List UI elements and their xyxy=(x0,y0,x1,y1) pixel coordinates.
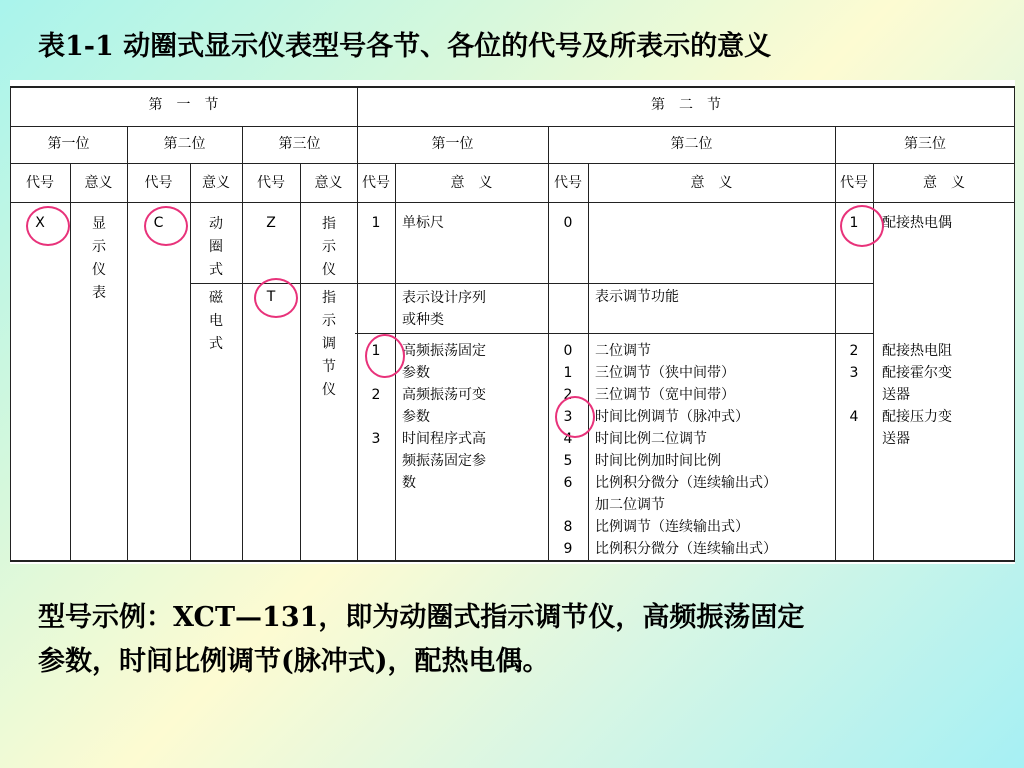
s1p1-meaning: 显示仪表 xyxy=(92,216,106,301)
s1-position2-header: 第二位 xyxy=(163,136,206,152)
s1p2-meaning-b: 磁电式 xyxy=(209,290,223,352)
s2p1-meanings: 高频振荡固定 参数 高频振荡可变 参数 时间程序式高 频振荡固定参 数 xyxy=(402,343,486,491)
s2p1-codes: 1 2 3 xyxy=(371,343,381,447)
s2p2-codes: 0 1 2 3 4 5 6 8 9 xyxy=(563,343,573,557)
code-header: 代号 xyxy=(362,175,390,191)
s1p1-code: X xyxy=(35,215,45,231)
code-header: 代号 xyxy=(554,175,582,191)
code-header: 代号 xyxy=(257,175,285,191)
s2-position3-header: 第三位 xyxy=(904,136,946,152)
table-rule xyxy=(10,202,1015,203)
s2p3-meanings: 配接热电阻 配接霍尔变 送器 配接压力变 送器 xyxy=(882,343,952,447)
s2p3-row1-code: 1 xyxy=(849,215,859,231)
table-rule xyxy=(355,333,873,334)
s1-position1-header: 第一位 xyxy=(47,136,90,152)
example-line-1: 型号示例：XCT—131，即为动圈式指示调节仪，高频振荡固定 xyxy=(38,602,805,633)
table-col-rule xyxy=(1014,86,1015,560)
table-col-rule xyxy=(300,163,301,560)
section1-header: 第 一 节 xyxy=(148,97,219,113)
s1p2-code: C xyxy=(153,215,164,231)
s1p3-code-a: Z xyxy=(266,215,276,231)
s2-position2-header: 第二位 xyxy=(670,136,713,152)
table-bottom-rule xyxy=(10,560,1015,562)
section2-header: 第 二 节 xyxy=(651,97,721,113)
s1-position3-header: 第三位 xyxy=(278,136,321,152)
meaning-header: 意 义 xyxy=(450,175,493,191)
annotation-circle-1b xyxy=(840,205,884,247)
code-header: 代号 xyxy=(840,175,868,191)
s1p3-meaning-a: 指示仪 xyxy=(322,216,336,278)
s2p2-row1-code: 0 xyxy=(563,215,573,231)
s1p3-meaning-b: 指示调节仪 xyxy=(322,290,336,398)
annotation-circle-x xyxy=(26,206,70,246)
meaning-header: 意义 xyxy=(202,175,230,191)
s2p3-codes: 2 3 4 xyxy=(849,343,859,425)
s2p1-row2-meaning: 表示设计序列 或种类 xyxy=(402,290,486,328)
table-col-rule xyxy=(357,86,358,560)
code-header: 代号 xyxy=(144,175,173,191)
s2p1-row1-meaning: 单标尺 xyxy=(402,215,444,231)
table-col-rule xyxy=(588,163,589,560)
s2p3-row1-meaning: 配接热电偶 xyxy=(882,215,952,231)
s2p2-row2-meaning: 表示调节功能 xyxy=(595,289,679,305)
model-example xyxy=(38,596,998,684)
table-col-rule xyxy=(190,163,191,560)
meaning-header: 意 义 xyxy=(690,175,733,191)
table-top-rule xyxy=(10,86,1015,88)
meaning-header: 意义 xyxy=(314,175,343,191)
slide-title: 表1-1 动圈式显示仪表型号各节、各位的代号及所表示的意义 xyxy=(38,31,772,62)
code-table xyxy=(10,80,1015,564)
s1p3-code-b: T xyxy=(266,289,276,305)
table-col-rule xyxy=(10,86,11,560)
table-col-rule xyxy=(70,163,71,560)
annotation-circle-3 xyxy=(555,396,595,438)
annotation-circle-c xyxy=(144,206,188,246)
s2p1-row1-code: 1 xyxy=(371,215,381,231)
meaning-header: 意 义 xyxy=(923,175,965,191)
s2p2-meanings: 二位调节 三位调节（狭中间带） 三位调节（宽中间带） 时间比例调节（脉冲式） 时间比例二位调节 时间比例加时间比例 比例积分微分（连续输出式） 加二位调节 比例调节（连续输出式） 比例积分微分（连续输出式） xyxy=(595,343,777,557)
table-rule xyxy=(10,126,1015,127)
annotation-circle-t xyxy=(254,278,298,318)
meaning-header: 意义 xyxy=(84,175,113,191)
code-header: 代号 xyxy=(26,175,54,191)
s1p2-meaning-a: 动圈式 xyxy=(209,216,223,278)
annotation-circle-1 xyxy=(365,334,405,378)
table-rule xyxy=(10,163,1015,164)
s2-position1-header: 第一位 xyxy=(431,136,474,152)
example-line-2: 参数，时间比例调节(脉冲式)，配热电偶。 xyxy=(38,646,550,677)
